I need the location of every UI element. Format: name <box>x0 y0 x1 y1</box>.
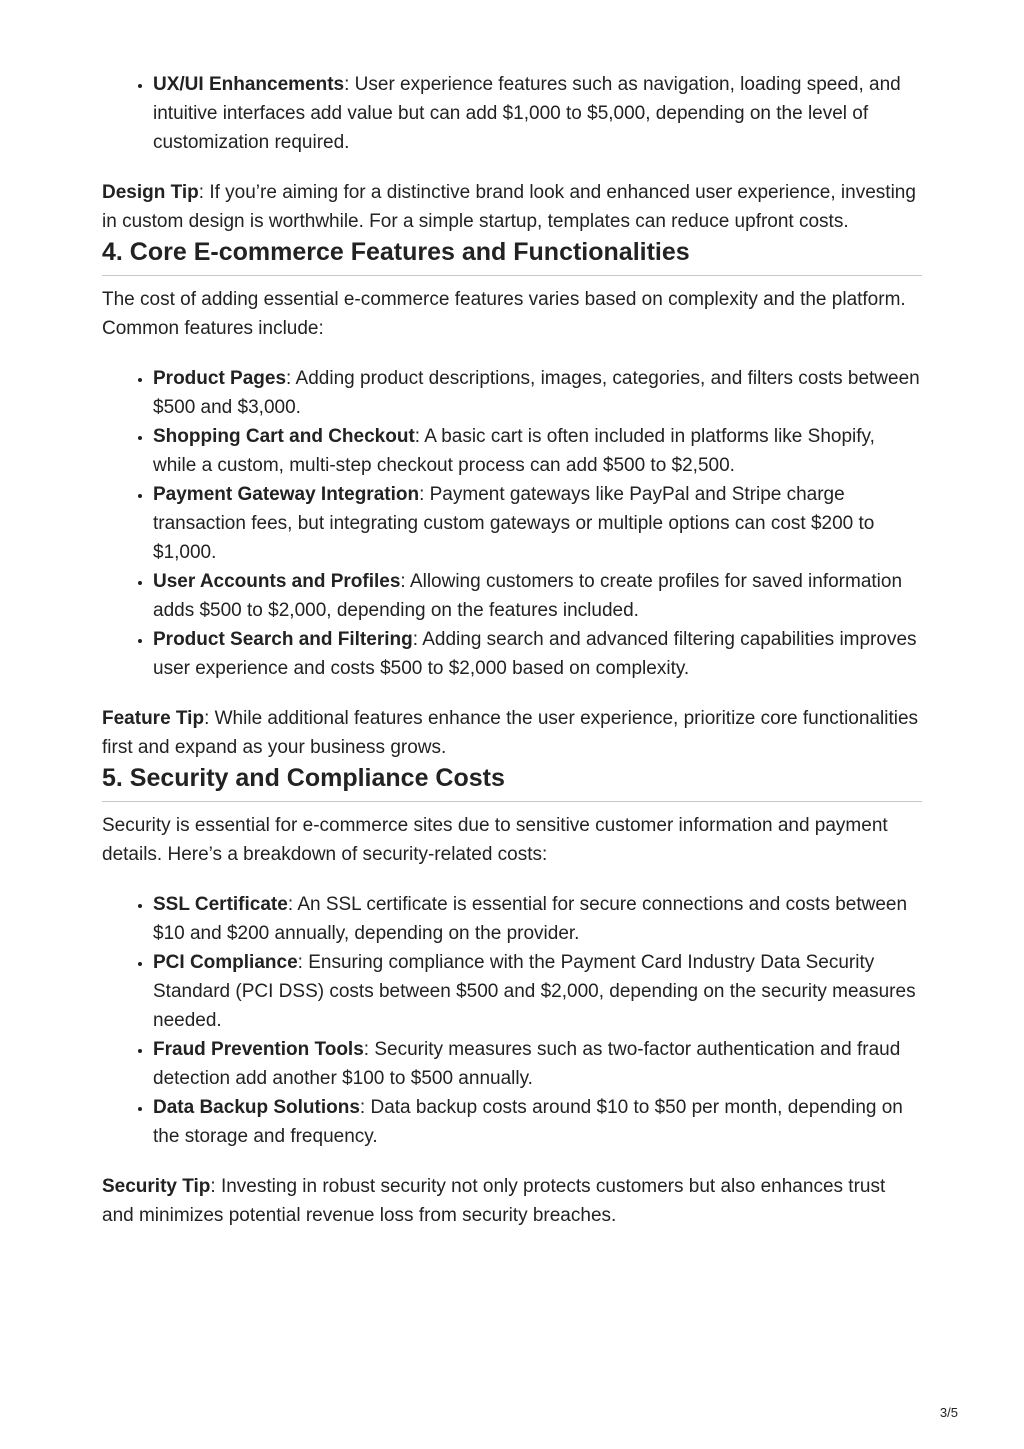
design-options-list <box>102 70 922 157</box>
list-item-term: PCI Compliance <box>153 952 298 973</box>
security-tip <box>102 1172 922 1230</box>
list-item-term: Data Backup Solutions <box>153 1097 360 1118</box>
section-5-heading: 5. Security and Compliance Costs <box>102 762 922 802</box>
design-tip-term: Design Tip <box>102 182 199 203</box>
list-item-term: SSL Certificate <box>153 894 288 915</box>
list-item <box>153 890 922 948</box>
list-item-term: User Accounts and Profiles <box>153 571 401 592</box>
list-item <box>153 480 922 567</box>
list-item-text: : An SSL certificate is essential for secure connections and costs between $10 and $200 annually, depending on the provider. <box>153 894 908 944</box>
feature-tip <box>102 704 922 762</box>
security-tip-text: : Investing in robust security not only protects customers but also enhances trust and minimizes potential revenue loss from security breaches. <box>102 1176 886 1226</box>
feature-tip-term: Feature Tip <box>102 708 205 729</box>
list-item <box>153 625 922 683</box>
list-item-text: : A basic cart is often included in platforms like Shopify, while a custom, multi-step checkout process can add $500 to $2,500. <box>153 426 875 476</box>
section-4-intro: The cost of adding essential e-commerce features varies based on complexity and the platform. Common features include: <box>102 289 906 339</box>
list-item-text: : Adding product descriptions, images, categories, and filters costs between $500 and $3,000. <box>153 368 920 418</box>
list-item-text: : Ensuring compliance with the Payment Card Industry Data Security Standard (PCI DSS) costs between $500 and $2,000, depending on the security measures needed. <box>153 952 916 1031</box>
list-item-term: Fraud Prevention Tools <box>153 1039 364 1060</box>
feature-tip-text: : While additional features enhance the user experience, prioritize core functionalities first and expand as your business grows. <box>102 708 919 758</box>
list-item-text: : Data backup costs around $10 to $50 per month, depending on the storage and frequency. <box>153 1097 903 1147</box>
list-item <box>153 70 922 157</box>
list-item-term: Payment Gateway Integration <box>153 484 420 505</box>
list-item-term: Product Search and Filtering <box>153 629 413 650</box>
list-item-term: Shopping Cart and Checkout <box>153 426 415 447</box>
list-item <box>153 1035 922 1093</box>
design-tip-text: : If you’re aiming for a distinctive brand look and enhanced user experience, investing in custom design is worthwhile. For a simple startup, templates can reduce upfront costs. <box>102 182 916 232</box>
list-item <box>153 567 922 625</box>
page-number: 3/5 <box>939 1405 958 1420</box>
section-4-feature-list <box>102 364 922 683</box>
list-item <box>153 1093 922 1151</box>
section-5-security-list <box>102 890 922 1151</box>
security-tip-term: Security Tip <box>102 1176 211 1197</box>
list-item-text: : Payment gateways like PayPal and Stripe charge transaction fees, but integrating custom gateways or multiple options can cost $200 to $1,000. <box>153 484 875 563</box>
section-4-heading: 4. Core E-commerce Features and Functionalities <box>102 236 922 276</box>
list-item-text: : Security measures such as two-factor authentication and fraud detection add another $100 to $500 annually. <box>153 1039 901 1089</box>
list-item-text: : Adding search and advanced filtering capabilities improves user experience and costs $500 to $2,000 based on complexity. <box>153 629 917 679</box>
section-5-intro: Security is essential for e-commerce sites due to sensitive customer information and payment details. Here’s a breakdown of security-related costs: <box>102 815 888 865</box>
list-item <box>153 364 922 422</box>
list-item <box>153 422 922 480</box>
list-item-term: Product Pages <box>153 368 287 389</box>
document-page <box>102 70 922 1230</box>
list-item-text: : Allowing customers to create profiles for saved information adds $500 to $2,000, depending on the features included. <box>153 571 903 621</box>
list-item-text: : User experience features such as navigation, loading speed, and intuitive interfaces add value but can add $1,000 to $5,000, depending on the level of customization required. <box>153 74 901 153</box>
list-item-term: UX/UI Enhancements <box>153 74 345 95</box>
list-item <box>153 948 922 1035</box>
design-tip <box>102 178 922 236</box>
